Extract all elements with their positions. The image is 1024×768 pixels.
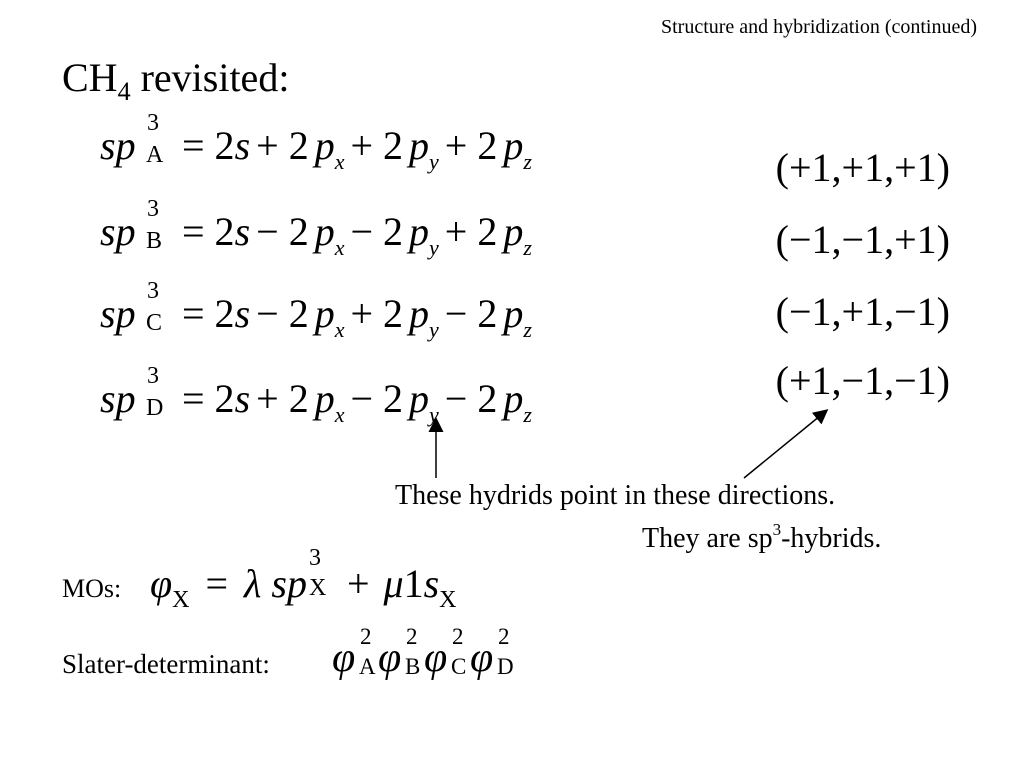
coef: + 2: [350, 123, 404, 168]
coef: + 2: [350, 291, 404, 336]
phi-subscript: D: [497, 654, 514, 679]
orbital: s: [234, 376, 251, 421]
hybrid-label: C: [146, 310, 163, 336]
caption-text: -hybrids.: [781, 523, 882, 554]
orbital: p: [503, 376, 524, 421]
phi-factor-c: [424, 624, 470, 681]
orbital: p: [314, 123, 335, 168]
axis: z: [523, 317, 532, 342]
orbital: s: [234, 209, 251, 254]
slater-label: Slater-determinant:: [62, 649, 270, 679]
orbital: p: [314, 209, 335, 254]
phi-symbol: φ: [378, 635, 402, 681]
mos-label: MOs:: [62, 574, 122, 603]
axis: x: [334, 235, 345, 260]
sign-vector-d: (+1,−1,−1): [775, 358, 950, 403]
title-subscript: 4: [117, 77, 131, 106]
orbital: p: [314, 291, 335, 336]
orbital: p: [503, 209, 524, 254]
phi-power: 2: [406, 624, 418, 649]
hybrid-symbol: sp: [100, 209, 136, 254]
coef: − 2: [350, 209, 404, 254]
phi-power: 2: [360, 624, 372, 649]
axis: x: [334, 149, 345, 174]
orbital: p: [409, 291, 430, 336]
phi-subscript: B: [405, 654, 421, 679]
coef: − 2: [444, 291, 498, 336]
one: 1: [403, 561, 424, 606]
running-header: Structure and hybridization (continued): [660, 16, 977, 38]
hybrid-power: 3: [147, 110, 159, 136]
axis: y: [429, 402, 439, 427]
coef: − 2: [256, 291, 309, 336]
sp-symbol: sp: [271, 561, 307, 606]
orbital: p: [503, 291, 524, 336]
phi-factor-a: [332, 624, 378, 681]
axis: z: [523, 402, 532, 427]
orbital: p: [409, 209, 430, 254]
hybrid-label: B: [146, 228, 163, 254]
coef: = 2: [182, 291, 235, 336]
hybrid-power: 3: [147, 278, 159, 304]
hybrid-power: 3: [147, 196, 159, 222]
axis: x: [334, 317, 345, 342]
coef: − 2: [444, 376, 498, 421]
phi-power: 2: [498, 624, 510, 649]
axis: x: [334, 402, 345, 427]
axis: z: [523, 235, 532, 260]
hybrid-label: D: [146, 395, 164, 421]
s-subscript: X: [439, 587, 457, 613]
hybrid-symbol: sp: [100, 291, 136, 336]
orbital: p: [409, 376, 430, 421]
sign-vector-c: (−1,+1,−1): [775, 289, 950, 334]
hybrid-symbol: sp: [100, 123, 136, 168]
axis: z: [523, 149, 532, 174]
coef: + 2: [256, 376, 309, 421]
phi-subscript: A: [359, 654, 376, 679]
phi-subscript: C: [451, 654, 467, 679]
phi-factor-b: [378, 624, 424, 681]
coef: − 2: [350, 376, 404, 421]
sp-subscript: X: [308, 575, 327, 601]
phi-symbol: φ: [424, 635, 448, 681]
phi-symbol: φ: [150, 561, 173, 606]
axis: y: [429, 317, 439, 342]
sign-vector-a: (+1,+1,+1): [775, 145, 950, 190]
plus-sign: +: [346, 561, 370, 606]
orbital: s: [234, 291, 251, 336]
hybrid-label: A: [146, 142, 164, 168]
orbital: s: [234, 123, 251, 168]
title-rest: revisited:: [130, 55, 290, 100]
s-orbital: s: [423, 561, 440, 606]
phi-factor-d: [470, 624, 516, 681]
phi-symbol: φ: [470, 635, 494, 681]
slater-product: [332, 624, 516, 682]
coef: = 2: [182, 123, 235, 168]
coef: − 2: [256, 209, 309, 254]
sign-vector-b: (−1,−1,+1): [775, 217, 950, 262]
equals-sign: =: [205, 561, 229, 606]
caption-line-1: These hydrids point in these directions.: [395, 480, 836, 511]
phi-subscript: X: [172, 587, 190, 613]
caption-line-2: [642, 520, 882, 555]
orbital: p: [503, 123, 524, 168]
caption-text: They are sp: [642, 523, 773, 554]
hybrid-symbol: sp: [100, 376, 136, 421]
sp-indices: [307, 545, 333, 607]
axis: y: [429, 149, 439, 174]
phi-symbol: φ: [332, 635, 356, 681]
mu-symbol: μ: [383, 561, 404, 606]
arrow-to-sign-vectors: [744, 411, 826, 478]
coef: + 2: [444, 209, 498, 254]
mo-equation: [150, 545, 457, 613]
coef: + 2: [256, 123, 309, 168]
axis: y: [429, 235, 439, 260]
title-molecule: CH: [62, 55, 118, 100]
phi-power: 2: [452, 624, 464, 649]
caption-superscript: 3: [772, 520, 782, 539]
orbital: p: [314, 376, 335, 421]
coef: = 2: [182, 376, 235, 421]
orbital: p: [409, 123, 430, 168]
lambda-symbol: λ: [244, 561, 262, 606]
coef: + 2: [444, 123, 498, 168]
sp-power: 3: [308, 545, 321, 571]
coef: = 2: [182, 209, 235, 254]
hybrid-power: 3: [147, 363, 159, 389]
